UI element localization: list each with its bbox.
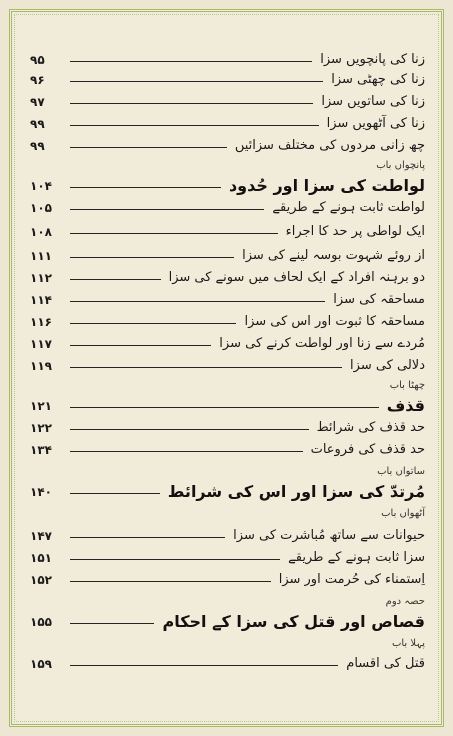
toc-row-19 [30, 462, 425, 484]
toc-page-number: ۹۵ [30, 53, 45, 67]
toc-row-22 [30, 526, 425, 548]
toc-title: سزا ثابت ہونے کے طریقے [288, 550, 425, 565]
toc-row-26 [30, 612, 425, 634]
toc-leader [70, 103, 313, 104]
toc-row-21 [30, 504, 425, 526]
toc-leader [70, 257, 234, 258]
toc-page-number: ۹۹ [30, 139, 45, 153]
toc-title: ایک لواطی پر حد کا اجراء [285, 224, 425, 239]
toc-page-number: ۱۰۴ [30, 179, 52, 193]
toc-heading: قصاص اور قتل کی سزا کے احکام [162, 612, 425, 631]
toc-leader [70, 125, 319, 126]
toc-leader [70, 233, 278, 234]
toc-page-number: ۱۵۵ [30, 615, 52, 629]
toc-page-number: ۱۱۲ [30, 271, 52, 285]
toc-title: حد قذف کی فروعات [310, 442, 425, 457]
toc-title: دو برہنہ افراد کے ایک لحاف میں سونے کی سزا [168, 270, 425, 285]
section-label: حصہ دوم [385, 596, 425, 607]
toc-page-number: ۱۱۹ [30, 359, 52, 373]
toc-page-number: ۱۱۶ [30, 315, 52, 329]
toc-title: چھ زانی مردوں کی مختلف سزائیں [234, 138, 425, 153]
toc-row-28 [30, 654, 425, 676]
toc-leader [70, 559, 280, 560]
toc-leader [70, 451, 303, 452]
toc-page-number: ۱۴۷ [30, 529, 52, 543]
toc-heading: لواطت کی سزا اور حُدود [228, 176, 425, 195]
toc-title: مساحقہ کا ثبوت اور اس کی سزا [244, 314, 425, 329]
toc-row-12 [30, 312, 425, 334]
toc-row-1 [30, 70, 425, 92]
chapter-label: آٹھواں باب [381, 508, 425, 519]
toc-leader [70, 61, 312, 62]
toc-row-9 [30, 246, 425, 268]
toc-title: زنا کی چھٹی سزا [331, 72, 425, 87]
toc-title: زنا کی پانچویں سزا [320, 52, 425, 67]
toc-page-number: ۱۱۱ [30, 249, 52, 263]
toc-row-20 [30, 482, 425, 504]
toc-row-2 [30, 92, 425, 114]
toc-row-10 [30, 268, 425, 290]
toc-title: حد قذف کی شرائط [316, 420, 425, 435]
toc-page-number: ۱۱۷ [30, 337, 52, 351]
toc-leader [70, 301, 325, 302]
toc-row-13 [30, 334, 425, 356]
toc-row-7 [30, 198, 425, 220]
toc-title: از روئے شہوت بوسہ لینے کی سزا [242, 248, 425, 263]
chapter-label: ساتواں باب [377, 466, 425, 477]
toc-title: زنا کی ساتویں سزا [321, 94, 425, 109]
toc-leader [70, 209, 264, 210]
toc-title: اِستمناء کی حُرمت اور سزا [278, 572, 425, 587]
toc-row-17 [30, 418, 425, 440]
toc-page-number: ۱۵۲ [30, 573, 52, 587]
toc-row-0 [30, 50, 425, 72]
toc-page-number: ۱۲۱ [30, 399, 52, 413]
toc-title: قتل کی اقسام [346, 656, 425, 671]
toc-page-number: ۱۵۹ [30, 657, 52, 671]
toc-page-number: ۹۹ [30, 117, 45, 131]
toc-leader [70, 279, 161, 280]
toc-row-11 [30, 290, 425, 312]
toc-leader [70, 187, 221, 188]
toc-leader [70, 407, 379, 408]
toc-row-23 [30, 548, 425, 570]
toc-page-number: ۱۳۴ [30, 443, 52, 457]
toc-leader [70, 493, 160, 494]
toc-leader [70, 367, 342, 368]
toc-row-18 [30, 440, 425, 462]
toc-page-number: ۱۱۴ [30, 293, 52, 307]
toc-page-number: ۱۲۲ [30, 421, 52, 435]
toc-leader [70, 581, 271, 582]
toc-title: لواطت ثابت ہونے کے طریقے [272, 200, 425, 215]
toc-leader [70, 429, 309, 430]
toc-row-24 [30, 570, 425, 592]
toc-leader [70, 665, 338, 666]
toc-title: دلالی کی سزا [350, 358, 425, 373]
toc-title: زنا کی آٹھویں سزا [326, 116, 425, 131]
toc-row-5 [30, 156, 425, 178]
chapter-label: پانچواں باب [376, 160, 425, 171]
toc-row-6 [30, 176, 425, 198]
toc-leader [70, 537, 225, 538]
toc-leader [70, 147, 227, 148]
chapter-label: پہلا باب [391, 638, 425, 649]
toc-title: مُردے سے زنا اور لواطت کرنے کی سزا [219, 336, 425, 351]
toc-row-8 [30, 222, 425, 244]
toc-row-3 [30, 114, 425, 136]
toc-page-number: ۱۴۰ [30, 485, 52, 499]
toc-heading: قذف [386, 396, 425, 415]
toc-row-27 [30, 634, 425, 656]
toc-page-number: ۱۵۱ [30, 551, 52, 565]
toc-row-14 [30, 356, 425, 378]
toc-row-4 [30, 136, 425, 158]
toc-heading: مُرتدّ کی سزا اور اس کی شرائط [167, 482, 425, 501]
toc-leader [70, 623, 154, 624]
toc-page-number: ۹۷ [30, 95, 45, 109]
toc-page-number: ۱۰۵ [30, 201, 52, 215]
toc-page-number: ۱۰۸ [30, 225, 52, 239]
toc-row-25 [30, 592, 425, 614]
toc-row-15 [30, 376, 425, 398]
toc-title: حیوانات سے ساتھ مُباشرت کی سزا [233, 528, 425, 543]
toc-title: مساحقہ کی سزا [333, 292, 425, 307]
toc-leader [70, 345, 211, 346]
toc-leader [70, 323, 236, 324]
toc-leader [70, 81, 323, 82]
toc-page-number: ۹۶ [30, 73, 45, 87]
chapter-label: چھٹا باب [389, 380, 425, 391]
toc-row-16 [30, 396, 425, 418]
